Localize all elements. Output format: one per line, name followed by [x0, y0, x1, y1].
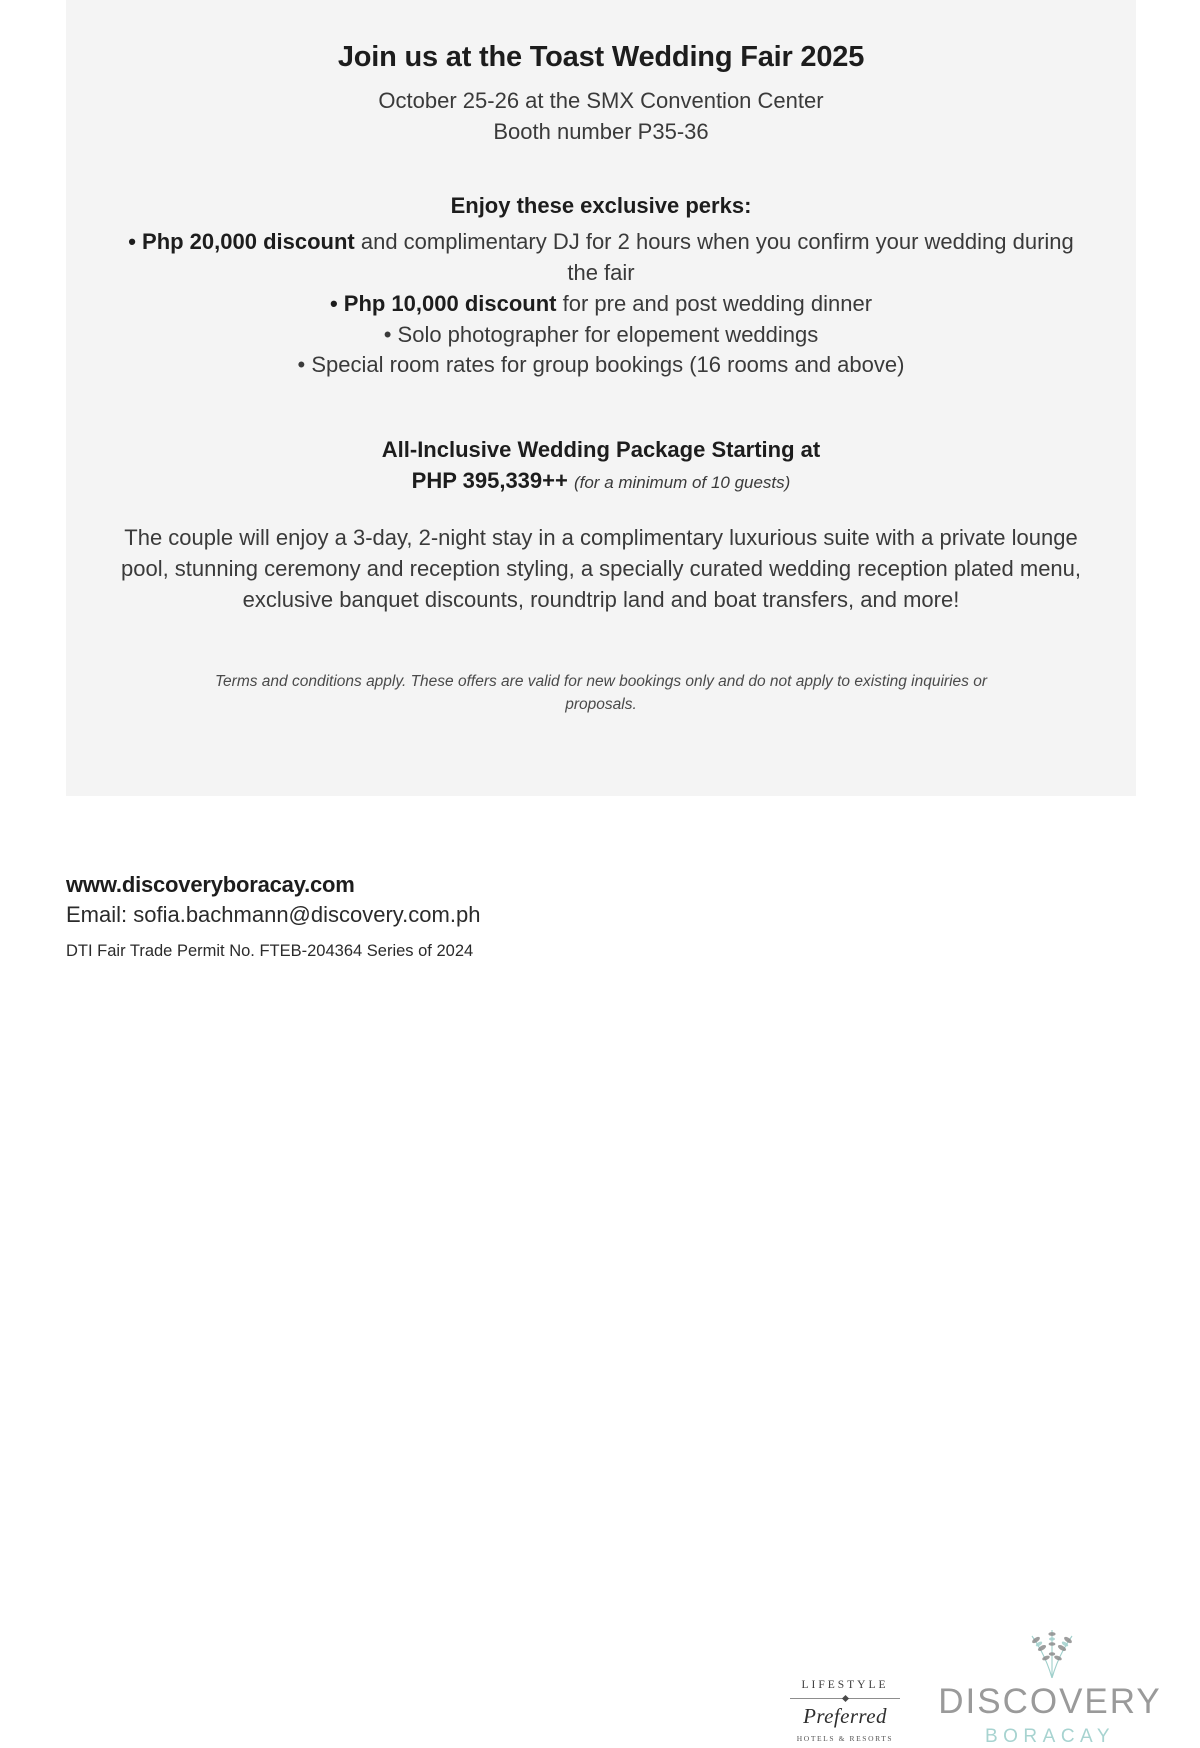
- package-description: The couple will enjoy a 3-day, 2-night stay in a complimentary luxurious suite with a private lounge pool, stunning ceremony and reception styling, a specially curated wedding reception plated menu, exclusive banquet discounts, roundtrip land and boat transfers, and more!: [120, 524, 1082, 612]
- perk-item-4: • Special room rates for group bookings (16 rooms and above): [297, 352, 905, 378]
- lifestyle-preferred-logo: [790, 1680, 900, 1742]
- perk-item-2-text: for pre and post wedding dinner: [556, 290, 873, 316]
- lifestyle-preferred-top-text: LIFESTYLE: [801, 1679, 889, 1691]
- perk-item-1-bold: • Php 20,000 discount: [128, 229, 355, 255]
- spacer: [104, 381, 1098, 435]
- discovery-wordmark: DISCOVERY: [938, 1682, 1162, 1721]
- lifestyle-preferred-divider: [790, 1698, 900, 1699]
- promo-panel-content: [66, 0, 1136, 717]
- event-date-venue: October 25-26 at the SMX Convention Center: [378, 87, 824, 113]
- booth-number: Booth number P35-36: [493, 119, 709, 145]
- promo-panel: [66, 0, 1136, 796]
- package-price: [104, 466, 1098, 496]
- footer-contact-block: [66, 872, 480, 961]
- spacer: [104, 147, 1098, 193]
- lifestyle-preferred-bottom-text: HOTELS & RESORTS: [796, 1733, 894, 1743]
- terms-and-conditions: Terms and conditions apply. These offers are valid for new bookings only and do not apply to existing inquiries or proposals.: [215, 673, 987, 713]
- discovery-boracay-logo: [930, 1624, 1170, 1748]
- page-title: Join us at the Toast Wedding Fair 2025: [337, 41, 865, 73]
- perk-item-3: • Solo photographer for elopement weddings: [383, 321, 819, 347]
- spacer: [104, 615, 1098, 671]
- website-link[interactable]: www.discoveryboracay.com: [66, 872, 355, 897]
- boracay-wordmark: BORACAY: [984, 1726, 1115, 1747]
- package-price-value: PHP 395,339++: [411, 467, 568, 493]
- email-link[interactable]: Email: sofia.bachmann@discovery.com.ph: [66, 902, 481, 927]
- leaf-icon: [1012, 1620, 1092, 1682]
- perk-item-2-bold: • Php 10,000 discount: [329, 290, 557, 316]
- package-title: All-Inclusive Wedding Package Starting at: [381, 437, 821, 463]
- perks-heading: Enjoy these exclusive perks:: [450, 193, 752, 219]
- lifestyle-preferred-script-text: Preferred: [803, 1703, 887, 1728]
- perk-item-2: [104, 289, 1098, 320]
- package-price-note: (for a minimum of 10 guests): [573, 472, 791, 492]
- footer: [0, 796, 1200, 1747]
- perk-item-1-text: and complimentary DJ for 2 hours when you confirm your wedding during the fair: [354, 229, 1074, 286]
- perk-item-1: [104, 227, 1098, 289]
- dti-permit-text: DTI Fair Trade Permit No. FTEB-204364 Series of 2024: [66, 942, 474, 960]
- spacer: [104, 496, 1098, 522]
